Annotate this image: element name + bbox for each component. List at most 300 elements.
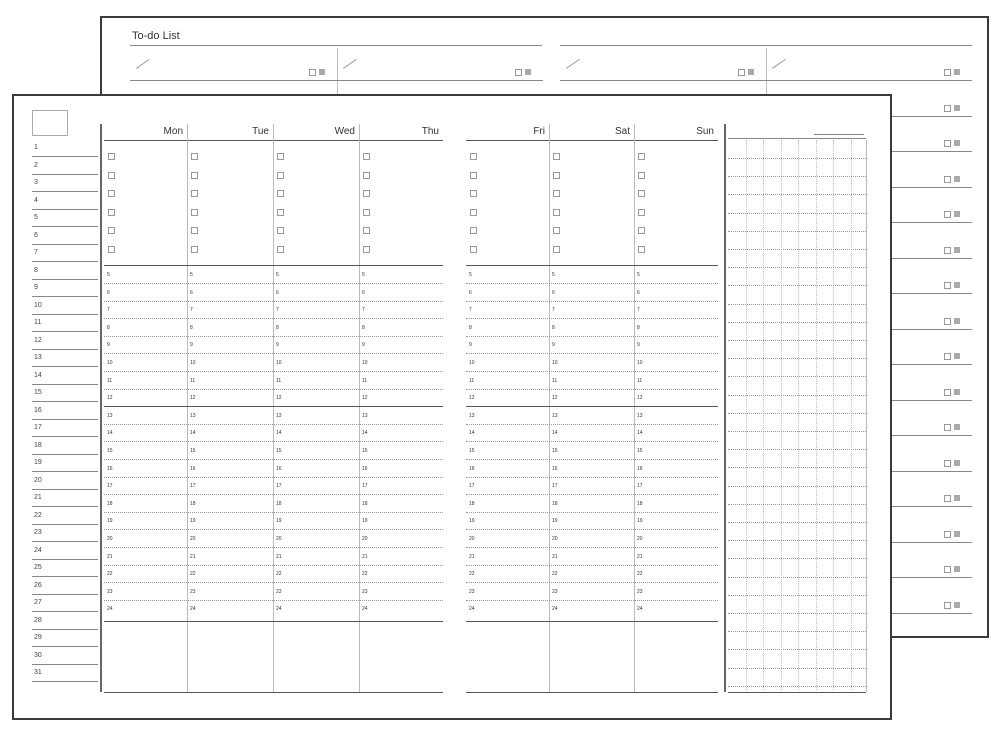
hour-label: 16 [107,465,113,472]
hour-label: 11 [552,377,558,384]
hour-label: 5 [276,272,279,278]
hour-label: 6 [276,289,279,296]
todo-checkbox-filled[interactable] [954,282,960,288]
hour-label: 24 [362,606,368,613]
hour-label: 16 [276,465,282,472]
todo-slash [772,59,786,69]
hour-rule [104,336,443,337]
hour-label: 11 [637,377,643,384]
date-label: 12 [34,336,42,344]
hour-label: 19 [362,518,368,525]
notes-grid-row [728,577,866,578]
hour-rule [466,459,718,460]
hour-label: 17 [107,483,113,490]
notes-grid-row [728,540,866,541]
hour-label: 7 [190,307,193,314]
date-rule [32,331,98,332]
date-column-divider [100,124,102,692]
hour-rule [466,600,718,601]
hour-rule [104,283,443,284]
notes-grid-col [816,140,817,690]
date-rule [32,279,98,280]
hour-label: 6 [190,289,193,296]
hour-label: 9 [552,342,555,349]
hour-label: 21 [637,553,643,560]
hour-label: 15 [362,448,368,454]
date-rule [32,226,98,227]
task-checkbox[interactable] [470,153,477,160]
day-header-wed: Wed [334,126,355,137]
task-checkbox[interactable] [363,246,370,253]
task-checkbox[interactable] [191,153,198,160]
hour-label: 18 [637,500,643,507]
notes-grid-row [728,322,866,323]
date-rule [32,436,98,437]
todo-checkbox[interactable] [944,566,951,573]
task-checkbox[interactable] [191,227,198,234]
todo-list-title: To-do List [132,30,180,42]
task-checkbox[interactable] [191,172,198,179]
date-rule [32,489,98,490]
date-rule [32,594,98,595]
notes-grid-row [728,285,866,286]
date-label: 11 [34,319,42,326]
hour-label: 10 [469,360,475,366]
hour-label: 22 [276,571,282,578]
todo-checkbox-filled[interactable] [954,495,960,501]
date-label: 18 [34,441,42,449]
hour-label: 24 [276,606,282,613]
task-checkbox[interactable] [638,227,645,234]
todo-checkbox-filled[interactable] [954,531,960,537]
task-checkbox[interactable] [638,153,645,160]
hour-label: 8 [107,324,110,331]
date-label: 16 [34,406,42,414]
date-label: 8 [34,266,38,274]
hour-label: 15 [469,448,475,454]
notes-label-rule [814,134,864,135]
hour-label: 23 [552,588,558,595]
hour-label: 7 [107,307,110,314]
todo-checkbox[interactable] [944,460,951,467]
date-label: 29 [34,634,42,641]
title-rule [130,45,542,46]
task-checkbox[interactable] [470,172,477,179]
hour-label: 13 [469,412,475,419]
notes-bottom-rule [728,692,866,693]
hour-label: 18 [276,500,282,507]
hour-label: 18 [552,500,558,507]
task-checkbox[interactable] [470,209,477,216]
hour-label: 20 [362,536,368,542]
day-header-mon: Mon [163,126,183,137]
hour-label: 10 [190,360,196,366]
date-label: 13 [34,354,42,361]
date-rule [32,384,98,385]
notes-grid-row [728,194,866,195]
task-checkbox[interactable] [108,246,115,253]
weekly-planner-sheet [12,94,892,720]
todo-checkbox[interactable] [738,69,745,76]
todo-slash [566,59,580,69]
task-checkbox[interactable] [553,227,560,234]
todo-checkbox[interactable] [944,69,951,76]
task-checkbox[interactable] [553,190,560,197]
task-checkbox[interactable] [191,246,198,253]
task-checkbox[interactable] [108,209,115,216]
hour-label: 5 [469,272,472,278]
todo-checkbox-filled[interactable] [954,176,960,182]
task-checkbox[interactable] [108,190,115,197]
day-header-tue: Tue [252,126,269,137]
hour-label: 12 [107,395,113,402]
task-checkbox[interactable] [277,172,284,179]
todo-checkbox-filled[interactable] [954,602,960,608]
todo-checkbox-filled[interactable] [954,424,960,430]
hour-rule [104,529,443,530]
hour-label: 6 [469,289,472,296]
title-rule [560,45,972,46]
hour-label: 20 [190,536,196,542]
hour-label: 20 [107,536,113,542]
hour-label: 17 [552,483,558,490]
hour-label: 9 [469,342,472,349]
date-rule [32,366,98,367]
hour-label: 7 [637,307,640,314]
hour-label: 5 [190,272,193,278]
todo-checkbox[interactable] [944,318,951,325]
hour-label: 8 [552,324,555,331]
date-rule [32,524,98,525]
task-checkbox[interactable] [108,153,115,160]
todo-checkbox[interactable] [944,602,951,609]
todo-checkbox-filled[interactable] [954,105,960,111]
date-rule [32,209,98,210]
date-label: 10 [34,301,42,309]
hour-label: 8 [362,324,365,331]
day-divider [549,124,550,692]
todo-checkbox[interactable] [944,211,951,218]
date-rule [32,296,98,297]
date-label: 3 [34,179,38,186]
hour-label: 6 [362,289,365,296]
date-label: 7 [34,249,38,256]
hour-label: 20 [552,536,558,542]
task-checkbox[interactable] [470,227,477,234]
notes-grid-row [728,668,866,669]
hour-label: 18 [190,500,196,507]
hour-label: 15 [276,448,282,454]
hour-label: 7 [362,307,365,314]
todo-checkbox[interactable] [944,424,951,431]
hour-label: 14 [469,430,475,437]
hour-label: 10 [552,360,558,366]
hour-rule [466,301,718,302]
hour-label: 7 [552,307,555,314]
notes-grid-row [728,413,866,414]
date-label: 6 [34,231,38,239]
todo-checkbox-filled[interactable] [525,69,531,75]
hour-label: 19 [552,518,558,525]
notes-grid-row [728,340,866,341]
hour-label: 13 [190,412,196,419]
todo-checkbox[interactable] [309,69,316,76]
hour-label: 16 [552,465,558,472]
hour-label: 19 [637,518,643,525]
hour-label: 16 [637,465,643,472]
date-rule [32,629,98,630]
task-checkbox[interactable] [363,153,370,160]
task-checkbox[interactable] [363,172,370,179]
planner-grid [14,96,890,718]
todo-slash [343,59,357,69]
date-label: 31 [34,669,42,676]
hour-label: 23 [190,588,196,595]
todo-checkbox[interactable] [944,282,951,289]
hour-label: 17 [190,483,196,490]
day-divider [273,124,274,692]
todo-checkbox-filled[interactable] [748,69,754,75]
todo-checkbox-filled[interactable] [954,566,960,572]
hour-label: 23 [637,588,643,595]
date-rule [32,664,98,665]
hour-label: 14 [552,430,558,437]
date-rule [32,261,98,262]
hour-label: 14 [190,430,196,437]
date-rule [32,506,98,507]
tasks-end-rule [466,265,718,266]
task-checkbox[interactable] [553,246,560,253]
hour-rule [466,477,718,478]
hour-label: 14 [107,430,113,437]
hour-label: 5 [107,272,110,278]
hour-rule [466,318,718,319]
hour-label: 14 [362,430,368,437]
date-label: 28 [34,616,42,624]
todo-checkbox[interactable] [944,247,951,254]
notes-grid-row [728,631,866,632]
notes-grid-row [728,231,866,232]
notes-grid-col [763,140,764,690]
date-rule [32,244,98,245]
hour-label: 9 [276,342,279,349]
task-checkbox[interactable] [470,246,477,253]
notes-grid-row [728,613,866,614]
hour-label: 20 [637,536,643,542]
hour-label: 21 [362,553,368,560]
task-checkbox[interactable] [277,153,284,160]
task-checkbox[interactable] [277,209,284,216]
schedule-end-rule [466,621,718,622]
hour-label: 15 [637,448,643,454]
date-label: 24 [34,546,42,554]
hour-label: 19 [469,518,475,525]
date-label: 2 [34,161,38,169]
hour-label: 21 [107,553,113,560]
todo-checkbox-filled[interactable] [954,460,960,466]
hour-rule [466,582,718,583]
hour-label: 17 [362,483,368,490]
task-checkbox[interactable] [108,172,115,179]
schedule-end-rule [104,621,443,622]
hour-rule [104,494,443,495]
hour-rule [466,512,718,513]
todo-checkbox[interactable] [944,176,951,183]
date-rule [32,314,98,315]
notes-grid-row [728,213,866,214]
task-checkbox[interactable] [553,153,560,160]
hour-label: 6 [637,289,640,296]
task-checkbox[interactable] [191,209,198,216]
hour-label: 23 [107,588,113,595]
date-label: 14 [34,371,42,379]
notes-grid-row [728,267,866,268]
date-label: 22 [34,511,42,519]
header-rule [466,140,718,141]
notes-grid-row [728,395,866,396]
task-checkbox[interactable] [638,172,645,179]
hour-label: 13 [637,412,643,419]
todo-checkbox[interactable] [944,140,951,147]
hour-label: 10 [107,360,113,366]
date-rule [32,191,98,192]
todo-checkbox[interactable] [515,69,522,76]
date-label: 20 [34,476,42,484]
task-checkbox[interactable] [363,227,370,234]
date-label: 21 [34,494,42,501]
hour-label: 12 [469,395,475,402]
hour-label: 11 [107,377,113,384]
task-checkbox[interactable] [277,246,284,253]
hour-label: 14 [276,430,282,437]
date-rule [32,454,98,455]
task-checkbox[interactable] [108,227,115,234]
notes-divider [724,124,726,692]
task-checkbox[interactable] [191,190,198,197]
hour-label: 17 [469,483,475,490]
hour-label: 8 [637,324,640,331]
bottom-rule [104,692,443,693]
todo-checkbox[interactable] [944,389,951,396]
day-header-sat: Sat [614,126,630,137]
hour-label: 8 [276,324,279,331]
hour-rule [466,529,718,530]
notes-right-edge [866,140,867,692]
task-checkbox[interactable] [638,246,645,253]
hour-label: 15 [552,448,558,454]
task-checkbox[interactable] [363,190,370,197]
notes-grid-row [728,376,866,377]
hour-label: 9 [107,342,110,349]
hour-rule [104,371,443,372]
todo-checkbox-filled[interactable] [954,318,960,324]
hour-label: 6 [107,289,110,296]
hour-label: 16 [362,465,368,472]
hour-label: 5 [362,272,365,278]
day-header-fri: Fri [533,126,545,137]
hour-label: 24 [107,606,113,613]
hour-label: 21 [552,553,558,560]
todo-row-line [130,80,337,81]
tasks-end-rule [104,265,443,266]
hour-label: 16 [190,465,196,472]
hour-label: 19 [107,518,113,525]
task-checkbox[interactable] [638,209,645,216]
date-rule [32,401,98,402]
hour-label: 23 [362,588,368,595]
hour-label: 22 [469,571,475,578]
date-label: 25 [34,564,42,571]
hour-rule [104,318,443,319]
hour-label: 13 [276,412,282,419]
todo-checkbox[interactable] [944,531,951,538]
todo-checkbox-filled[interactable] [319,69,325,75]
task-checkbox[interactable] [277,227,284,234]
hour-label: 11 [276,377,282,384]
task-checkbox[interactable] [553,172,560,179]
hour-rule [104,301,443,302]
task-checkbox[interactable] [363,209,370,216]
todo-checkbox[interactable] [944,495,951,502]
hour-label: 9 [190,342,193,349]
notes-grid-row [728,449,866,450]
day-header-sun: Sun [696,126,714,137]
todo-slash [136,59,150,69]
date-rule [32,419,98,420]
todo-checkbox[interactable] [944,353,951,360]
todo-checkbox-filled[interactable] [954,211,960,217]
hour-label: 23 [276,588,282,595]
notes-grid-row [728,486,866,487]
todo-row-line [560,80,766,81]
bottom-rule [466,692,718,693]
hour-label: 13 [107,412,113,419]
hour-label: 12 [637,395,643,402]
hour-label: 7 [469,307,472,314]
notes-grid-row [728,467,866,468]
hour-label: 14 [637,430,643,437]
task-checkbox[interactable] [553,209,560,216]
hour-rule [466,283,718,284]
task-checkbox[interactable] [277,190,284,197]
todo-checkbox-filled[interactable] [954,389,960,395]
hour-label: 5 [552,272,555,278]
hour-rule [466,389,718,390]
afternoon-rule [104,406,443,407]
hour-label: 23 [469,588,475,595]
date-label: 9 [34,284,38,291]
todo-checkbox-filled[interactable] [954,69,960,75]
hour-label: 20 [276,536,282,542]
hour-label: 15 [107,448,113,454]
todo-checkbox-filled[interactable] [954,353,960,359]
todo-checkbox-filled[interactable] [954,247,960,253]
hour-label: 13 [362,412,368,419]
todo-checkbox-filled[interactable] [954,140,960,146]
hour-label: 21 [190,553,196,560]
date-label: 23 [34,529,42,536]
hour-label: 22 [190,571,196,578]
hour-label: 19 [276,518,282,525]
todo-checkbox[interactable] [944,105,951,112]
notes-grid-row [728,504,866,505]
date-rule [32,174,98,175]
task-checkbox[interactable] [638,190,645,197]
task-checkbox[interactable] [470,190,477,197]
hour-label: 16 [469,465,475,472]
date-rule [32,349,98,350]
hour-rule [466,353,718,354]
